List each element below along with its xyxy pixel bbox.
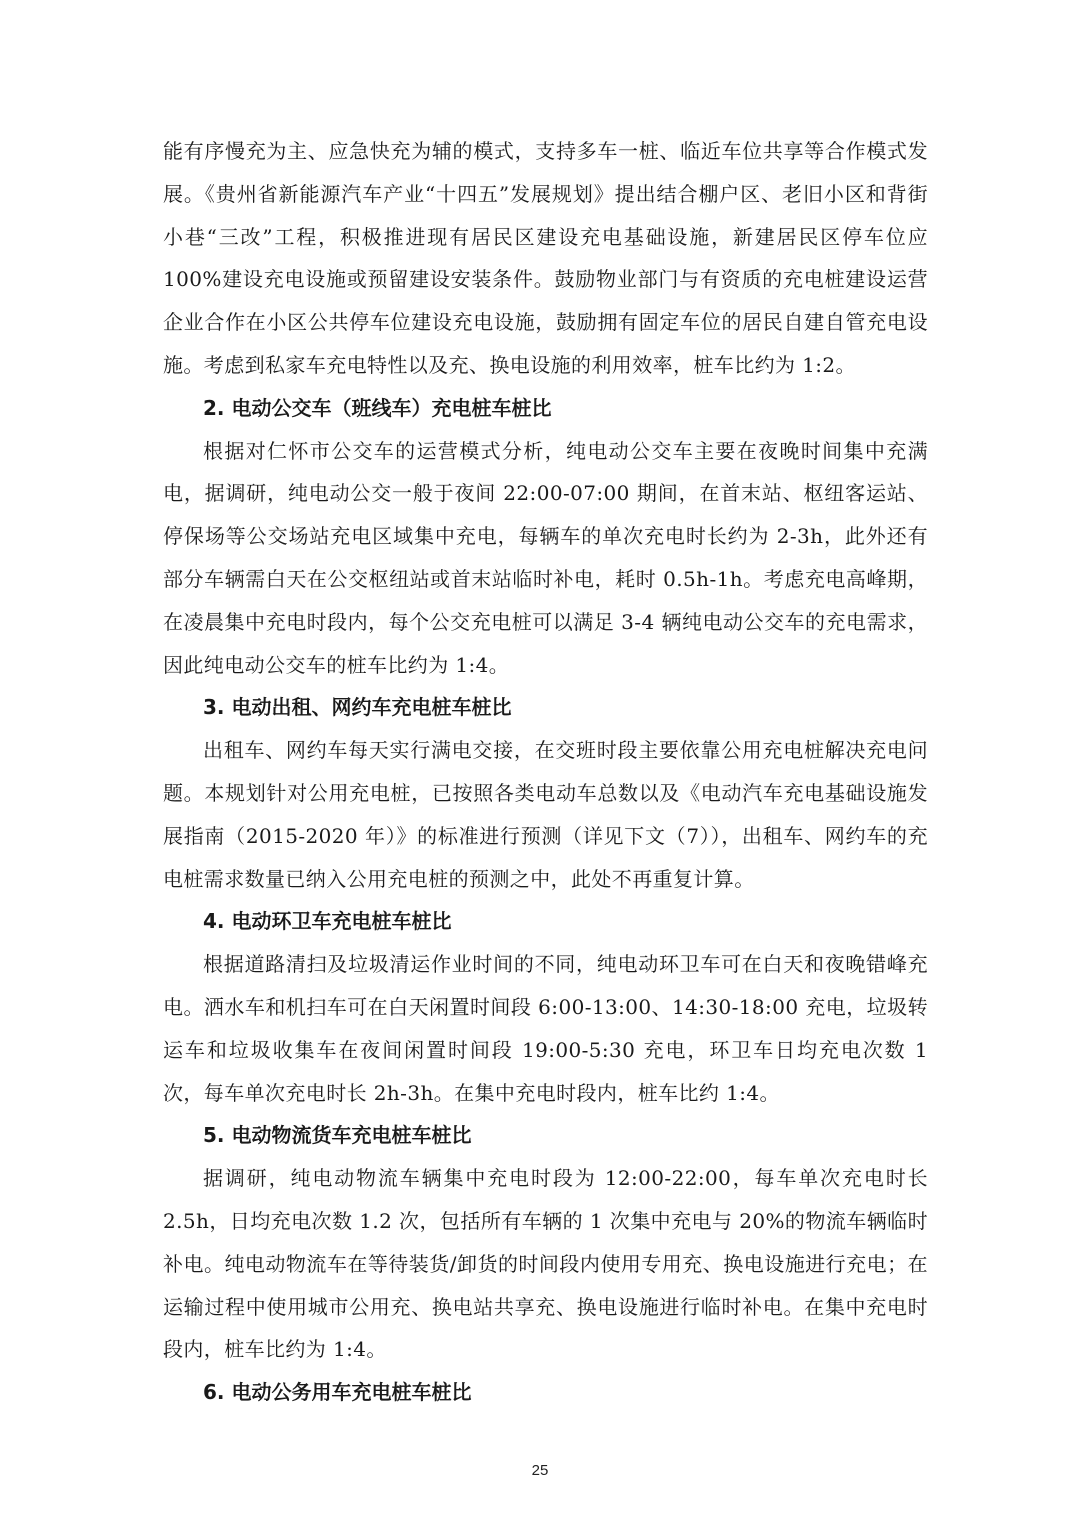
- paragraph-taxi-charging: 出租车、网约车每天实行满电交接，在交班时段主要依靠公用充电桩解决充电问题。本规划针对公用充电桩，已按照各类电动车总数以及《电动汽车充电基础设施发展指南（2015-2020 年）》的标准进行预测（详见下文（7）），出租车、网约车的充电桩需求数量已纳入公用充电桩的预测之中，此处不再重复计算。: [163, 738, 928, 891]
- paragraph-sanitation-charging: 根据道路清扫及垃圾清运作业时间的不同，纯电动环卫车可在白天和夜晚错峰充电。洒水车和机扫车可在白天闲置时间段 6:00-13:00、14:30-18:00 充电，垃圾转运车和垃圾收集车在夜间闲置时间段 19:00-5:30 充电，环卫车日均充电次数 1 次，每车单次充电时长 2h-3h。在集中充电时段内，桩车比约 1:4。: [163, 952, 928, 1105]
- page-number: 25: [531, 1462, 549, 1479]
- section-heading-sanitation: 4. 电动环卫车充电桩车桩比: [203, 909, 452, 934]
- document-body: [163, 130, 928, 1414]
- section-heading-official-car: 6. 电动公务用车充电桩车桩比: [203, 1380, 472, 1405]
- paragraph-private-car-charging: 能有序慢充为主、应急快充为辅的模式，支持多车一桩、临近车位共享等合作模式发展。《贵州省新能源汽车产业“十四五”发展规划》提出结合棚户区、老旧小区和背街小巷“三改”工程，积极推进现有居民区建设充电基础设施，新建居民区停车位应 100%建设充电设施或预留建设安装条件。鼓励物业部门与有资质的充电桩建设运营企业合作在小区公共停车位建设充电设施，鼓励拥有固定车位的居民自建自管充电设施。考虑到私家车充电特性以及充、换电设施的利用效率，桩车比约为 1:2。: [163, 139, 928, 377]
- paragraph-logistics-charging: 据调研，纯电动物流车辆集中充电时段为 12:00-22:00，每车单次充电时长 2.5h，日均充电次数 1.2 次，包括所有车辆的 1 次集中充电与 20%的物流车辆临时补电。纯电动物流车在等待装货/卸货的时间段内使用专用充、换电设施进行充电；在运输过程中使用城市公用充、换电站共享充、换电设施进行临时补电。在集中充电时段内，桩车比约为 1:4。: [163, 1166, 928, 1362]
- paragraph-bus-charging: 根据对仁怀市公交车的运营模式分析，纯电动公交车主要在夜晚时间集中充满电，据调研，纯电动公交一般于夜间 22:00-07:00 期间，在首末站、枢纽客运站、停保场等公交场站充电区域集中充电，每辆车的单次充电时长约为 2-3h，此外还有部分车辆需白天在公交枢纽站或首末站临时补电，耗时 0.5h-1h。考虑充电高峰期，在凌晨集中充电时段内，每个公交充电桩可以满足 3-4 辆纯电动公交车的充电需求，因此纯电动公交车的桩车比约为 1:4。: [163, 438, 928, 677]
- section-heading-bus: 2. 电动公交车（班线车）充电桩车桩比: [203, 395, 552, 420]
- section-heading-taxi: 3. 电动出租、网约车充电桩车桩比: [203, 695, 512, 720]
- section-heading-logistics: 5. 电动物流货车充电桩车桩比: [203, 1123, 472, 1148]
